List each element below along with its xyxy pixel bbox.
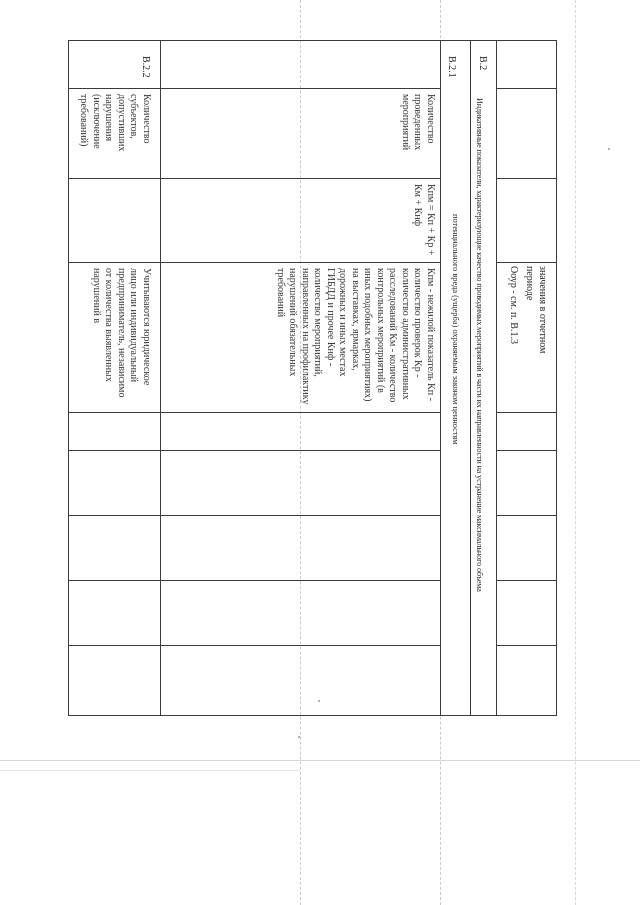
scan-artefact-dash <box>300 0 301 905</box>
table-column-divider <box>68 262 441 263</box>
table-column-divider <box>68 412 441 413</box>
table-column-divider <box>496 412 557 413</box>
table-border-bottom <box>68 715 557 716</box>
row1-number: В.2.1 <box>446 56 457 78</box>
table-row-divider <box>496 40 497 716</box>
row1-description: Кпм - нежилой показатель Кп - количество проверок Кр - количество административных расследований Км - количество контрольных мероприятий (в иных подобных мероприятиях) на выставках, ярмарках, дорожных и иных местах ГИБДД и прочее Кнф - количество мероприятий, направленных на профилактику нарушений обязательных требований <box>275 268 436 405</box>
table-column-divider <box>496 262 557 263</box>
scan-artefact-line <box>0 760 640 761</box>
table-column-divider <box>68 178 441 179</box>
scan-speck <box>608 148 610 150</box>
row2-name: Количество субъектов, допустивших нарушения (исключение требований) <box>78 94 152 152</box>
row2-description: Учитываются юридическое лицо или индивидуальный предприниматель, независимо от количества выявленных нарушений в <box>91 268 152 398</box>
table-column-divider <box>68 515 441 516</box>
table-border-right <box>556 40 557 716</box>
scan-speck <box>298 736 300 738</box>
table-column-divider <box>68 88 441 89</box>
table-column-divider <box>496 515 557 516</box>
section-number: В.2 <box>477 56 488 71</box>
row1-name: Количество проведенных мероприятий <box>400 94 436 151</box>
table-column-divider <box>496 645 557 646</box>
table-column-divider <box>496 450 557 451</box>
scan-artefact-dash <box>575 0 576 905</box>
top-row-text-line1: значения в отчетном <box>537 266 548 354</box>
top-row-text-line2: периоде <box>524 266 535 301</box>
section-title: Индикативные показатели, характеризующие качество проводимых мероприятий в части их направленности на устранение максимального объема <box>475 98 484 592</box>
table-row-divider <box>440 40 441 716</box>
section-subtitle: потенциального вреда (ущерба) охраняемым законом ценностям <box>451 214 460 445</box>
row1-formula: Кпм = Кп + Кр + Км + Кнф <box>412 184 436 256</box>
scan-speck <box>318 700 320 702</box>
table-column-divider <box>496 88 557 89</box>
table-border-top <box>68 40 557 41</box>
table-column-divider <box>496 580 557 581</box>
table-row-divider <box>160 40 161 716</box>
top-row-formula: Ооур - см. п. В.1.3 <box>508 266 519 344</box>
table-column-divider <box>68 580 441 581</box>
table-column-divider <box>68 450 441 451</box>
table-row-divider <box>470 40 471 716</box>
table-column-divider <box>496 178 557 179</box>
table-column-divider <box>68 645 441 646</box>
row2-number: В.2.2 <box>140 56 151 78</box>
scan-artefact-line <box>0 770 300 771</box>
